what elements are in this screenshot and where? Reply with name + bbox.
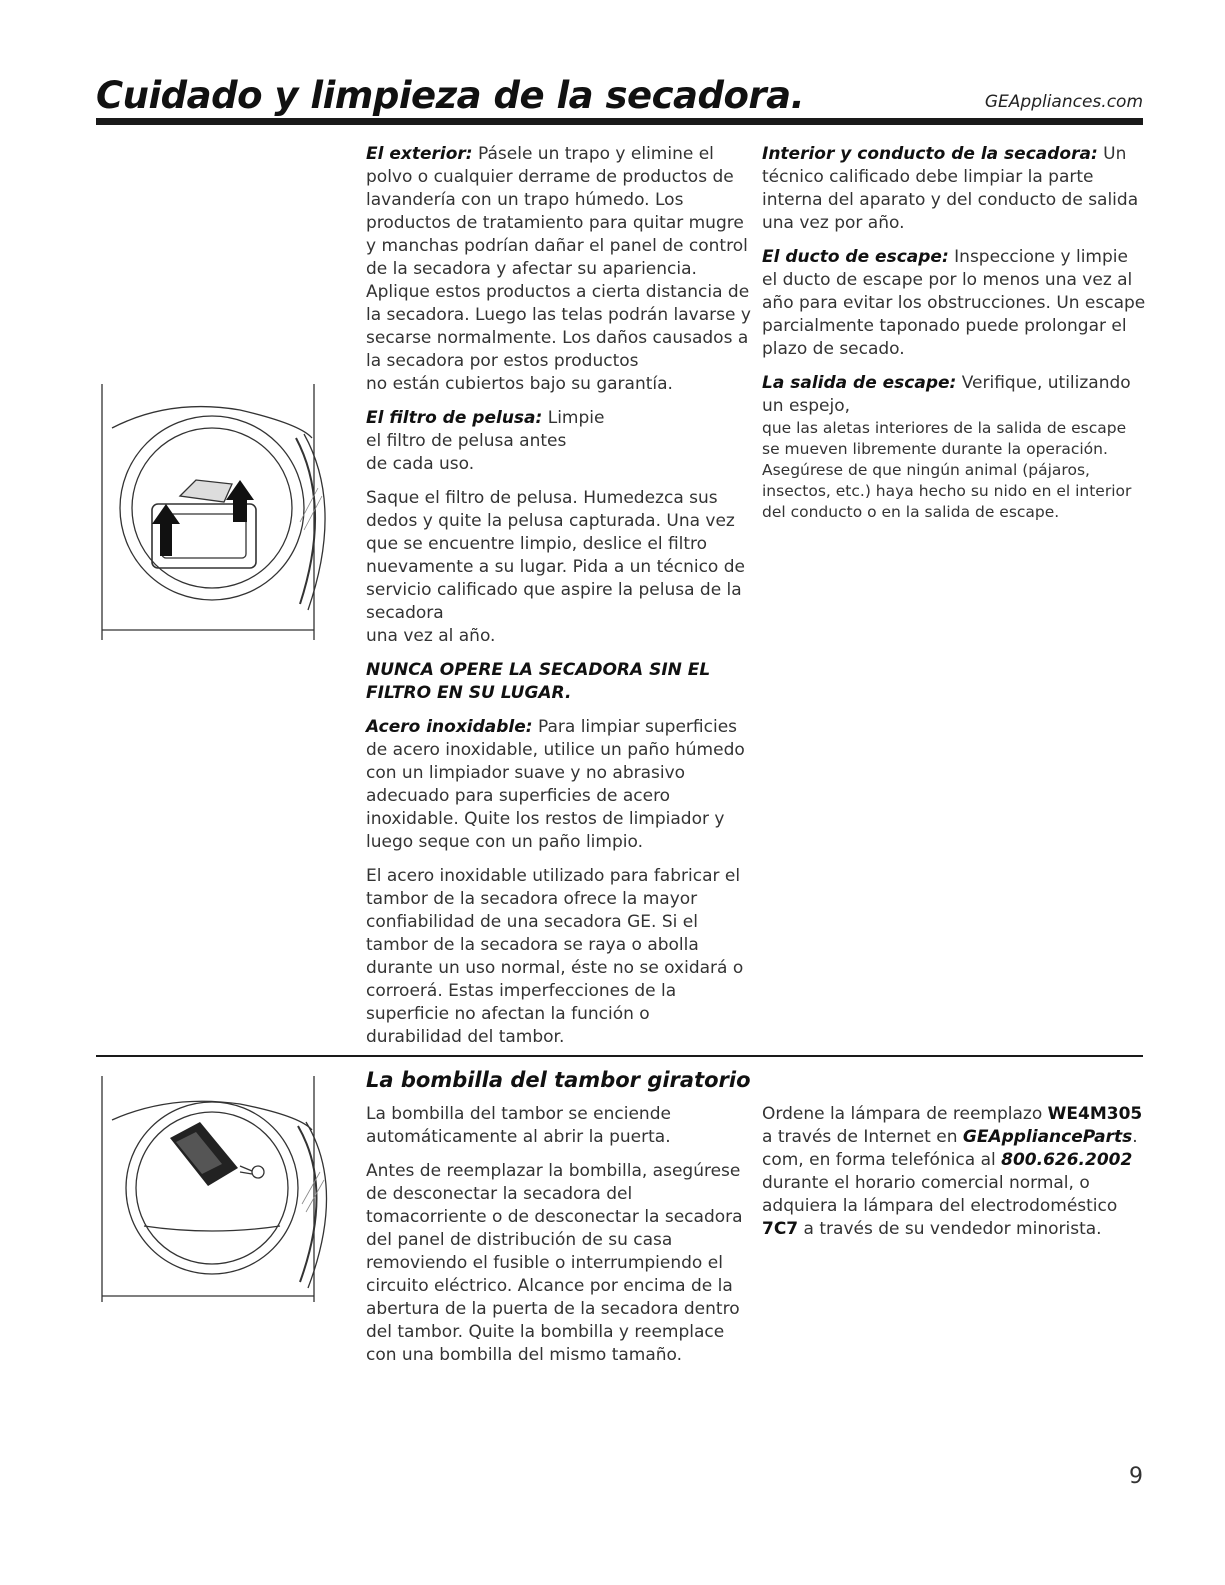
- left-column: [366, 143, 751, 1060]
- section-rule: [96, 1055, 1143, 1057]
- page-number: 9: [1129, 1464, 1143, 1489]
- header-rule: [96, 118, 1143, 125]
- filtro-label: El filtro de pelusa:: [366, 408, 543, 428]
- saque-paragraph: Saque el filtro de pelusa. Humedezca sus dedos y quite la pelusa capturada. Una vez que se encuentre limpio, deslice el filtro nuevamente a su lugar. Pida a un técnico de servicio calificado que aspire la pelusa de la secadora una vez al año.: [366, 488, 745, 646]
- exterior-paragraph: El exterior: Pásele un trapo y elimine el polvo o cualquier derrame de productos de lavandería con un trapo húmedo. Los productos de tratamiento para quitar mugre y manchas podrían dañar el panel de control de la secadora y afectar su apariencia. Aplique estos productos a cierta distancia de la secadora. Luego las telas podrán lavarse y secarse normalmente. Los daños causados a la secadora por estos productos no están cubiertos bajo su garantía.: [366, 144, 751, 394]
- section-title: La bombilla del tambor giratorio: [366, 1068, 751, 1092]
- warning-text: NUNCA OPERE LA SECADORA SIN EL FILTRO EN SU LUGAR.: [366, 660, 711, 703]
- interior-paragraph: Interior y conducto de la secadora: Un técnico calificado debe limpiar la parte interna del aparato y del conducto de salida una vez por año.: [762, 144, 1139, 233]
- ducto-paragraph: El ducto de escape: Inspeccione y limpie el ducto de escape por lo menos una vez al año para evitar los obstrucciones. Un escape parcialmente taponado puede prolongar el plazo de secado.: [762, 247, 1146, 359]
- bulb-right-column: [762, 1103, 1147, 1252]
- interior-label: Interior y conducto de la secadora:: [762, 144, 1098, 164]
- phone-number: 800.626.2002: [1001, 1150, 1133, 1170]
- filtro-paragraph: El filtro de pelusa: Limpie el filtro de pelusa antes de cada uso.: [366, 408, 605, 474]
- acero2-paragraph: El acero inoxidable utilizado para fabricar el tambor de la secadora ofrece la mayor confiabilidad de una secadora GE. Si el tambor de la secadora se raya o abolla durante un uso normal, éste no se oxidará o corroerá. Estas imperfecciones de la superficie no afectan la función o durabilidad del tambor.: [366, 866, 744, 1047]
- appliance-code: 7C7: [762, 1219, 799, 1239]
- ducto-label: El ducto de escape:: [762, 247, 949, 267]
- bulb-p1: La bombilla del tambor se enciende automáticamente al abrir la puerta.: [366, 1104, 671, 1147]
- order-paragraph: Ordene la lámpara de reemplazo WE4M305 a través de Internet en GEApplianceParts. com, en forma telefónica al 800.626.2002 durante el horario comercial normal, o adquiera la lámpara del electrodoméstico 7C7 a través de su vendedor minorista.: [762, 1104, 1143, 1239]
- right-column: [762, 143, 1147, 534]
- salida-paragraph: La salida de escape: Verifique, utilizando un espejo, que las aletas interiores de la salida de escape se mueven libremente durante la operación. Asegúrese de que ningún animal (pájaros, insectos, etc.) haya hecho su nido en el interior del conducto o en la salida de escape.: [762, 373, 1132, 521]
- exterior-label: El exterior:: [366, 144, 473, 164]
- acero-label: Acero inoxidable:: [366, 717, 533, 737]
- dryer-lint-filter-illustration: [100, 384, 350, 640]
- parts-website: GEApplianceParts: [962, 1127, 1133, 1147]
- salida-label: La salida de escape:: [762, 373, 957, 393]
- dryer-drum-light-illustration: [100, 1076, 350, 1302]
- bulb-left-column: [366, 1103, 751, 1378]
- acero-paragraph: Acero inoxidable: Para limpiar superficies de acero inoxidable, utilice un paño húmedo con un limpiador suave y no abrasivo adecuado para superficies de acero inoxidable. Quite los restos de limpiador y luego seque con un paño limpio.: [366, 717, 745, 852]
- bulb-p2: Antes de reemplazar la bombilla, asegúrese de desconectar la secadora del tomacorriente o de desconectar la secadora del panel de distribución de su casa removiendo el fusible o interrumpiendo el circuito eléctrico. Alcance por encima de la abertura de la puerta de la secadora dentro del tambor. Quite la bombilla y reemplace con una bombilla del mismo tamaño.: [366, 1161, 743, 1365]
- website-url: GEAppliances.com: [984, 92, 1143, 112]
- page-title: Cuidado y limpieza de la secadora.: [96, 74, 805, 117]
- part-number: WE4M305: [1047, 1104, 1143, 1124]
